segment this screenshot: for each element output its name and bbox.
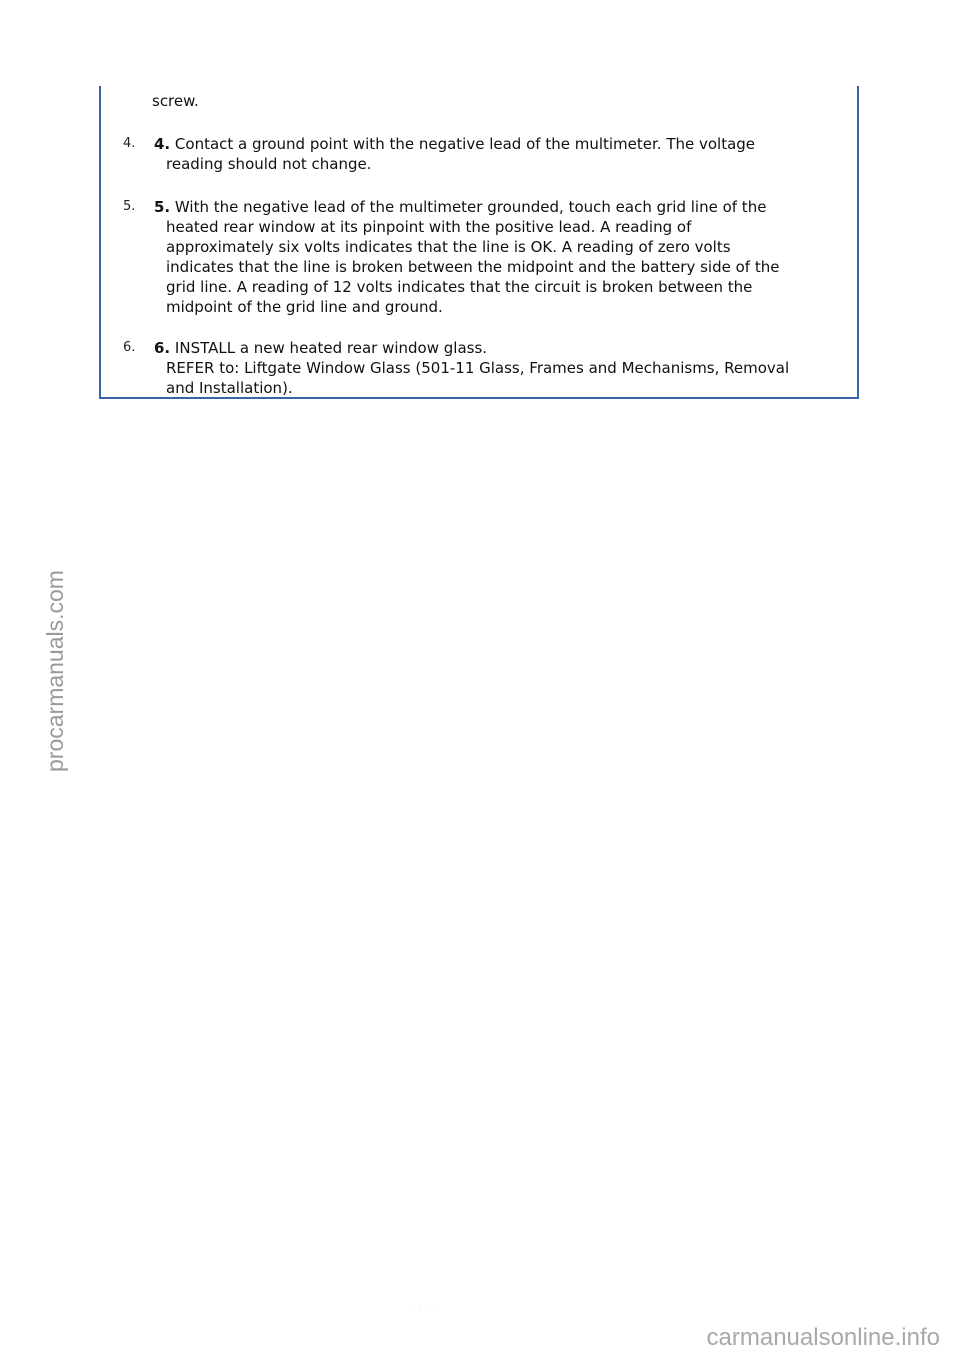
- step-body: [154, 338, 854, 398]
- step-text: With the negative lead of the multimeter grounded, touch each grid line of the: [174, 198, 767, 216]
- step-line: [154, 197, 854, 217]
- step-line: heated rear window at its pinpoint with the positive lead. A reading of: [166, 218, 692, 236]
- step-line: grid line. A reading of 12 volts indicates that the circuit is broken between the: [166, 278, 753, 296]
- side-watermark: [18, 560, 68, 780]
- step-line: indicates that the line is broken between the midpoint and the battery side of the: [166, 258, 780, 276]
- step-line: and Installation).: [166, 379, 293, 397]
- step-line: [154, 338, 854, 358]
- step-number: 5.: [123, 199, 136, 214]
- side-watermark-text: procarmanuals.com: [42, 570, 68, 772]
- step-line: midpoint of the grid line and ground.: [166, 298, 443, 316]
- step-line: [154, 134, 854, 154]
- step-bold-label: 4.: [154, 135, 171, 153]
- step-body: [154, 197, 854, 317]
- step-text: Contact a ground point with the negative lead of the multimeter. The voltage: [174, 135, 756, 153]
- bottom-watermark: carmanualsonline.info: [706, 1324, 940, 1351]
- faint-page-mark: · · · ·: [410, 1303, 442, 1312]
- step-number: 6.: [123, 340, 136, 355]
- step-line: reading should not change.: [166, 155, 372, 173]
- step-text: INSTALL a new heated rear window glass.: [174, 339, 488, 357]
- procedure-box: [99, 86, 859, 399]
- step-number: 4.: [123, 136, 136, 151]
- step-bold-label: 5.: [154, 198, 171, 216]
- continuation-text: screw.: [152, 92, 199, 110]
- reference-link[interactable]: REFER to: Liftgate Window Glass (501-11 Glass, Frames and Mechanisms, Removal: [166, 359, 790, 377]
- step-bold-label: 6.: [154, 339, 171, 357]
- step-body: [154, 134, 854, 174]
- step-line: approximately six volts indicates that the line is OK. A reading of zero volts: [166, 238, 731, 256]
